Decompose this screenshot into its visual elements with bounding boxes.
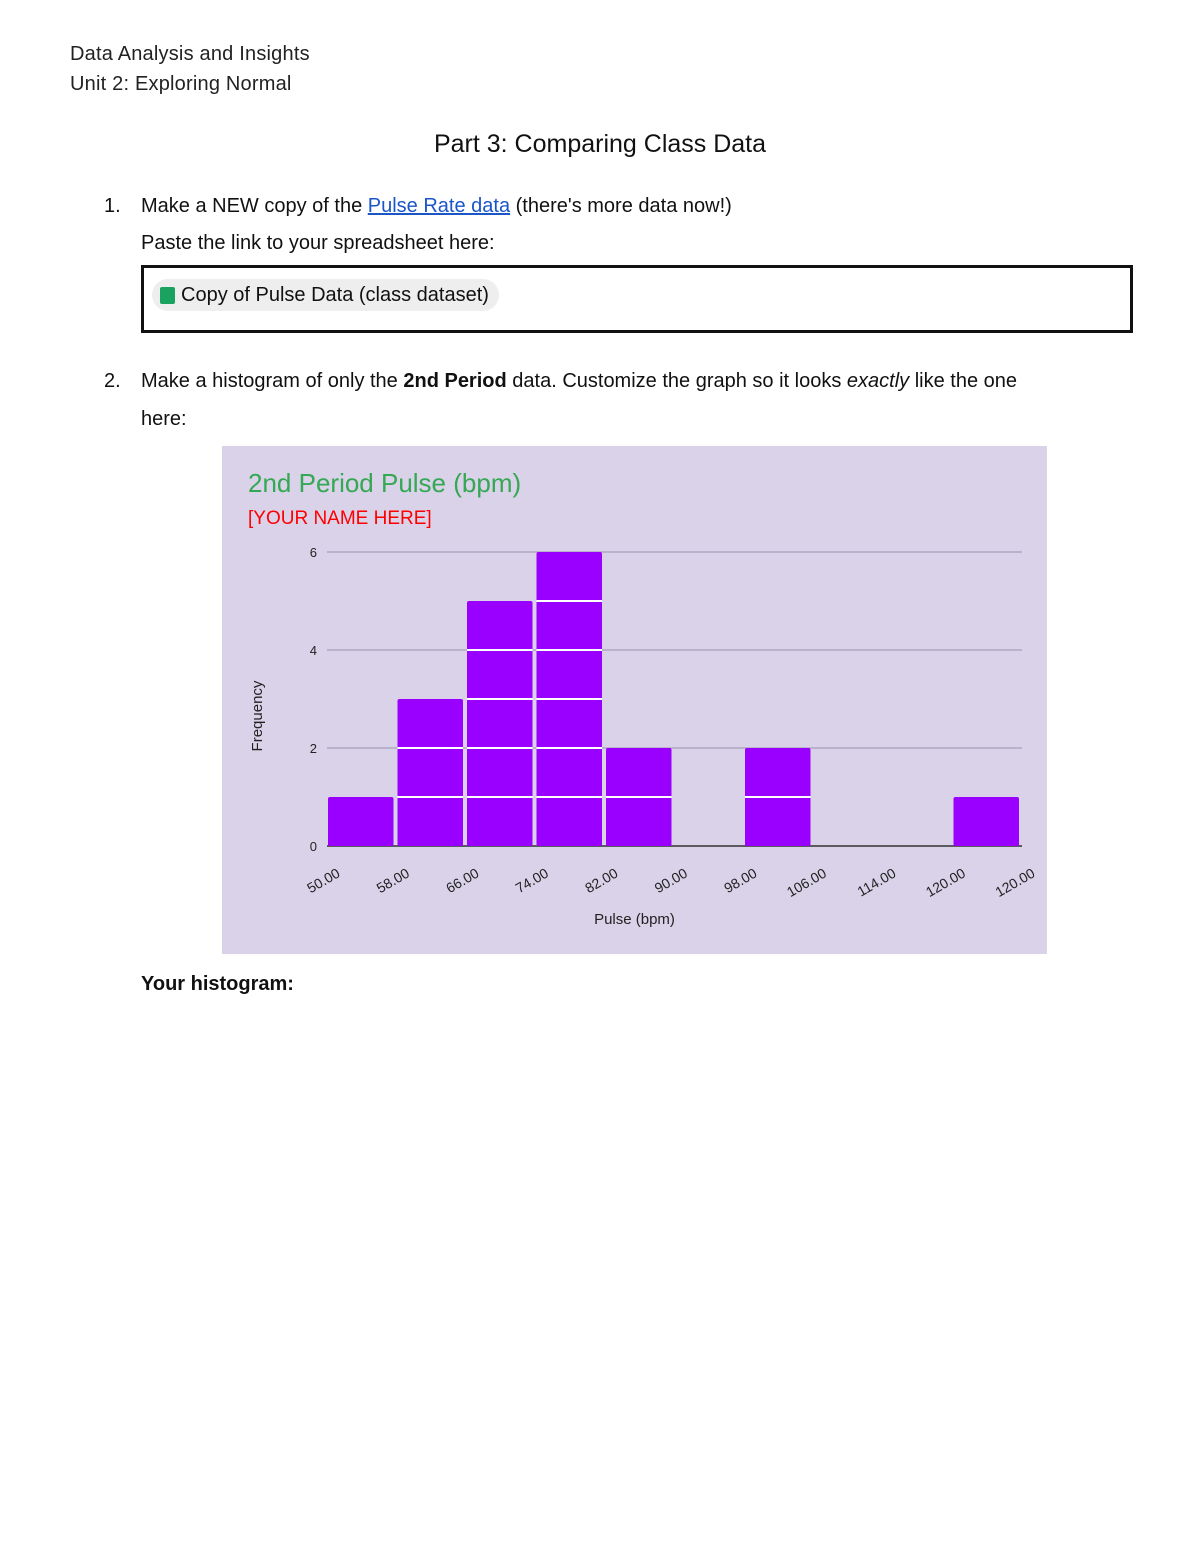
q2-text <box>141 370 1017 393</box>
histogram-bar <box>954 797 1020 846</box>
link-answer-box[interactable] <box>141 265 1133 333</box>
q2-post: like the one <box>909 370 1018 392</box>
y-tick-label: 2 <box>309 741 317 756</box>
x-tick-label: 58.00 <box>373 864 412 897</box>
x-tick-label: 90.00 <box>651 864 690 897</box>
q1-post: (there's more data now!) <box>510 195 732 217</box>
x-tick-label: 106.00 <box>783 864 829 901</box>
q1-number: 1. <box>104 195 121 217</box>
q2-bold: 2nd Period <box>403 370 507 392</box>
q1-pre: Make a NEW copy of the <box>141 195 368 217</box>
x-tick-label: 66.00 <box>443 864 482 897</box>
x-tick-label: 50.00 <box>304 864 343 897</box>
pulse-rate-data-link[interactable]: Pulse Rate data <box>367 195 511 217</box>
google-sheets-icon <box>160 287 175 304</box>
y-tick-label: 0 <box>309 839 317 854</box>
chip-label: Copy of Pulse Data (class dataset) <box>181 283 489 306</box>
x-tick-label: 74.00 <box>512 864 551 897</box>
y-tick-label: 6 <box>309 545 317 560</box>
chart-subtitle: [YOUR NAME HERE] <box>248 508 432 529</box>
q2-pre: Make a histogram of only the <box>141 370 404 392</box>
q2-mid: data. Customize the graph so it looks <box>506 370 847 392</box>
q1-text <box>141 195 732 218</box>
course-title: Data Analysis and Insights <box>70 43 310 65</box>
q2-number: 2. <box>104 370 121 392</box>
x-tick-label: 82.00 <box>582 864 621 897</box>
chart-title: 2nd Period Pulse (bpm) <box>248 468 522 498</box>
page-title: Part 3: Comparing Class Data <box>433 130 767 158</box>
x-tick-label: 114.00 <box>854 864 899 900</box>
histogram-bar <box>467 601 533 846</box>
q2-italic: exactly <box>846 370 910 392</box>
q2-line2: here: <box>141 408 187 430</box>
spreadsheet-link-chip[interactable] <box>152 279 499 311</box>
x-tick-label: 120.00 <box>992 864 1038 901</box>
q1-instruction: Paste the link to your spreadsheet here: <box>141 232 495 254</box>
histogram-chart <box>222 446 1047 954</box>
chart-plot <box>222 446 1047 954</box>
histogram-bar <box>328 797 394 846</box>
unit-title: Unit 2: Exploring Normal <box>70 73 292 95</box>
y-axis-label: Frequency <box>249 680 266 752</box>
x-tick-label: 120.00 <box>922 864 968 901</box>
y-tick-label: 4 <box>309 643 317 658</box>
histogram-bar <box>398 699 464 846</box>
your-histogram-label: Your histogram: <box>141 973 294 995</box>
x-axis-label: Pulse (bpm) <box>594 911 675 928</box>
x-tick-label: 98.00 <box>721 864 760 897</box>
